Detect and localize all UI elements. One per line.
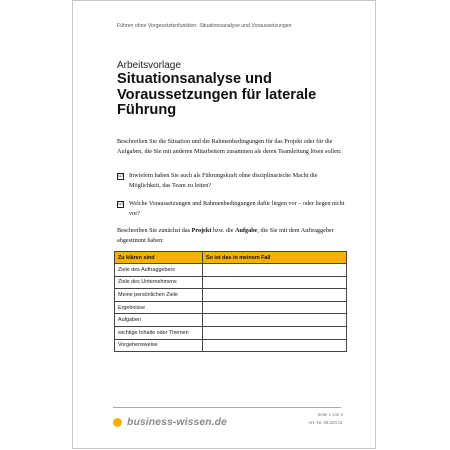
- document-title: Situationsanalyse und Voraussetzungen für laterale Führung: [117, 71, 317, 119]
- table-row: [115, 326, 347, 339]
- table-row: [115, 289, 347, 302]
- page-number: Seite 1 von 3: [317, 412, 343, 417]
- table-cell-answer[interactable]: [203, 314, 347, 327]
- lead-text: bzw. die: [211, 227, 236, 234]
- table-header-cell: So ist das in meinem Fall: [203, 252, 347, 264]
- document-page: [72, 0, 376, 449]
- checkbox-icon: ☑: [118, 201, 123, 207]
- table-row: [115, 264, 347, 277]
- table-cell-topic: Ziele des Unternehmens: [115, 276, 203, 289]
- table-header-cell: Zu klären sind: [115, 252, 203, 264]
- table-cell-answer[interactable]: [203, 289, 347, 302]
- lead-text: Beschreiben Sie zunächst das: [117, 227, 192, 234]
- table-row: [115, 339, 347, 352]
- table-cell-topic: Ergebnisse: [115, 301, 203, 314]
- brand-dot-icon: [113, 418, 122, 427]
- table-cell-answer[interactable]: [203, 339, 347, 352]
- lead-text: , die Sie mit dem Auftraggeber abgestimmt haben:: [117, 227, 334, 245]
- table-lead-paragraph: [117, 226, 353, 246]
- question-text: Inwiefern haben Sie auch als Führungskraft ohne disziplinarische Macht die Möglichkeit, das Team zu leiten?: [129, 172, 318, 190]
- clarification-table: [114, 251, 347, 352]
- table-cell-topic: Ziele des Auftraggebers: [115, 264, 203, 277]
- table-row: [115, 301, 347, 314]
- table-cell-topic: Vorgehensweise: [115, 339, 203, 352]
- lead-bold-task: Aufgabe: [235, 227, 258, 234]
- table-cell-answer[interactable]: [203, 276, 347, 289]
- table-cell-topic: Meine persönlichen Ziele: [115, 289, 203, 302]
- article-number: Art.-Nr. 06.020.01: [308, 420, 343, 425]
- footer-divider: [113, 407, 341, 408]
- running-header: Führen ohne Vorgesetztenfunktion: Situationsanalyse und Voraussetzungen: [117, 23, 292, 29]
- intro-paragraph: Beschreiben Sie die Situation und die Rahmenbedingungen für das Projekt oder für die Aufgaben, die Sie mit anderen Mitarbeitern zusammen als deren Teamleitung lösen sollen:: [117, 138, 342, 156]
- table-cell-answer[interactable]: [203, 326, 347, 339]
- table-cell-topic: Aufgaben: [115, 314, 203, 327]
- document-kind: Arbeitsvorlage: [117, 60, 181, 71]
- table-cell-answer[interactable]: [203, 264, 347, 277]
- table-row: [115, 276, 347, 289]
- table-header-row: [115, 252, 347, 264]
- table-row: [115, 314, 347, 327]
- brand-name: business-wissen.de: [127, 416, 227, 428]
- checkbox-icon: ☑: [118, 173, 123, 179]
- table-cell-answer[interactable]: [203, 301, 347, 314]
- brand-logo: [113, 415, 227, 429]
- lead-bold-project: Projekt: [191, 227, 212, 234]
- table-cell-topic: wichtige Inhalte oder Themen: [115, 326, 203, 339]
- question-text: Welche Voraussetzungen und Rahmenbedingungen dafür liegen vor – oder liegen nicht vor?: [129, 200, 345, 218]
